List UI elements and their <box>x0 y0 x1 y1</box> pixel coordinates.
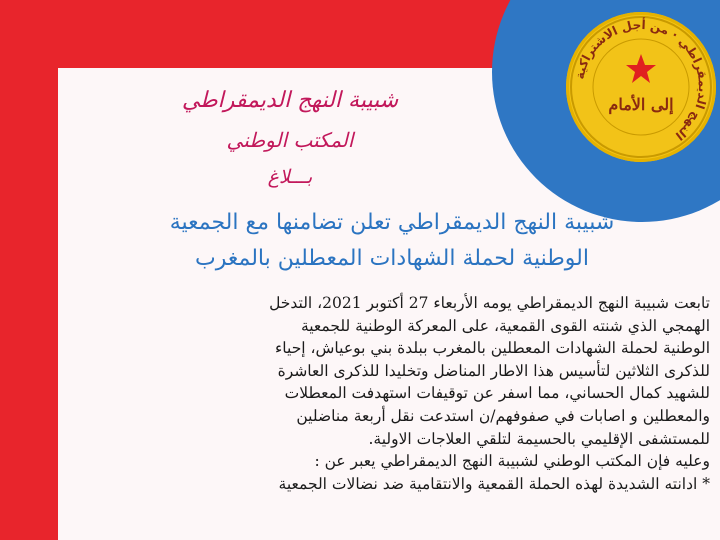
body-line: للذكرى الثلاثين لتأسيس هذا الاطار المناضل وتخليدا للذكرى العاشرة <box>277 361 710 380</box>
seal-center-text: إلى الأمام <box>608 95 674 114</box>
communique-label: بـــلاغ <box>267 166 313 188</box>
body-line: تابعت شبيبة النهج الديمقراطي يومه الأربعاء 27 أكتوبر 2021، التدخل <box>269 294 710 312</box>
body-line: للشهيد كمال الحساني، مما اسفر عن توقيفات استهدفت المعطلات <box>284 384 710 403</box>
body-line: * ادانته الشديدة لهذه الحملة القمعية والانتقامية ضد نضالات الجمعية <box>278 474 710 493</box>
office-name: المكتب الوطني <box>226 128 354 152</box>
headline-line-2: الوطنية لحملة الشهادات المعطلين بالمغرب <box>195 246 589 271</box>
body-line: الوطنية لحملة الشهادات المعطلين بالمغرب ببلدة بني بوعياش، إحياء <box>275 339 710 358</box>
body-text <box>70 292 710 495</box>
headline-line-1: شبيبة النهج الديمقراطي تعلن تضامنها مع الجمعية <box>169 210 615 235</box>
party-seal-logo <box>566 12 716 162</box>
body-line: والمعطلين و اصابات في صفوفهم/ن استدعت نقل أربعة مناضلين <box>296 406 710 425</box>
body-line: الهمجي الذي شنته القوى القمعية، على المعركة الوطنية للجمعية <box>300 316 710 335</box>
body-line: وعليه فإن المكتب الوطني لشبيبة النهج الديمقراطي يعبر عن : <box>314 452 710 471</box>
seal-ring-text: النهج الديمقراطي · من أجل الاشتراكية <box>572 17 711 143</box>
body-line: للمستشفى الإقليمي بالحسيمة لتلقي العلاجات الاولية. <box>368 429 710 448</box>
org-name: شبيبة النهج الديمقراطي <box>181 88 399 113</box>
red-star-icon <box>626 54 656 83</box>
